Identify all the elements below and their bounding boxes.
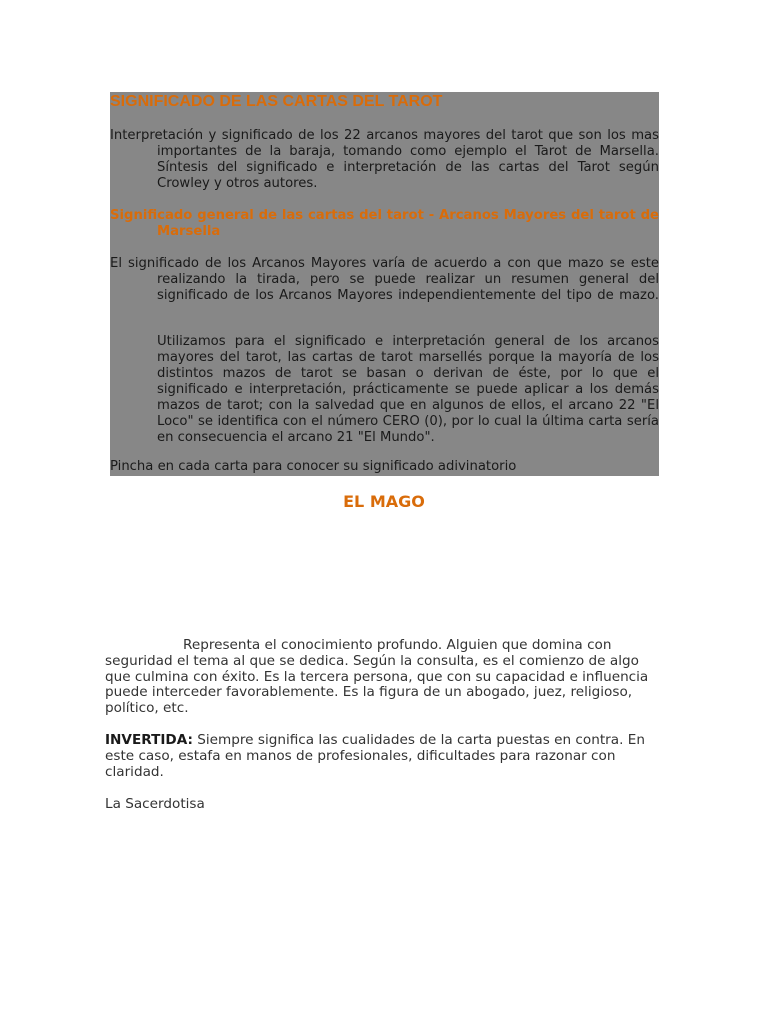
call-to-action-text: Pincha en cada carta para conocer su significado adivinatorio bbox=[110, 459, 517, 474]
card-meaning: Representa el conocimiento profundo. Alguien que domina con seguridad el tema al que se dedica. Según la consulta, es el comienzo de algo que culmina con éxito. Es la tercera persona, que con su capacidad e influencia puede interceder favorablemente. Es la figura de un abogado, juez, religioso, político, etc. bbox=[105, 637, 649, 717]
card-title: EL MAGO bbox=[343, 492, 425, 511]
section-subheading: Significado general de las cartas del tarot - Arcanos Mayores del tarot de Marsella bbox=[110, 208, 659, 239]
body-paragraph-2: Utilizamos para el significado e interpretación general de los arcanos mayores del tarot, las cartas de tarot marsellés porque la mayoría de los distintos mazos de tarot se basan o derivan de éste, por lo que el significado e interpretación, prácticamente se puede aplicar a los demás mazos de tarot; con la salvedad que en algunos de ellos, el arcano 22 "El Loco" se identifica con el número CERO (0), por lo cual la última carta sería en consecuencia el arcano 21 "El Mundo". bbox=[157, 334, 659, 445]
card-inverted-meaning bbox=[105, 733, 665, 780]
inverted-label: INVERTIDA: bbox=[105, 732, 193, 748]
intro-paragraph: Interpretación y significado de los 22 arcanos mayores del tarot que son los mas importantes de la baraja, tomando como ejemplo el Tarot de Marsella. Síntesis del significado e interpretación de las cartas del Tarot según Crowley y otros autores. bbox=[110, 128, 659, 191]
inverted-text: Siempre significa las cualidades de la carta puestas en contra. En este caso, estafa en manos de profesionales, dificultades para razonar con claridad. bbox=[105, 732, 645, 780]
body-paragraph-1: El significado de los Arcanos Mayores varía de acuerdo a con que mazo se este realizando la tirada, pero se puede realizar un resumen general del significado de los Arcanos Mayores independientemente del tipo de mazo. bbox=[110, 256, 659, 303]
page-title: SIGNIFICADO DE LAS CARTAS DEL TAROT bbox=[110, 93, 443, 110]
next-card-link[interactable]: La Sacerdotisa bbox=[105, 796, 205, 812]
